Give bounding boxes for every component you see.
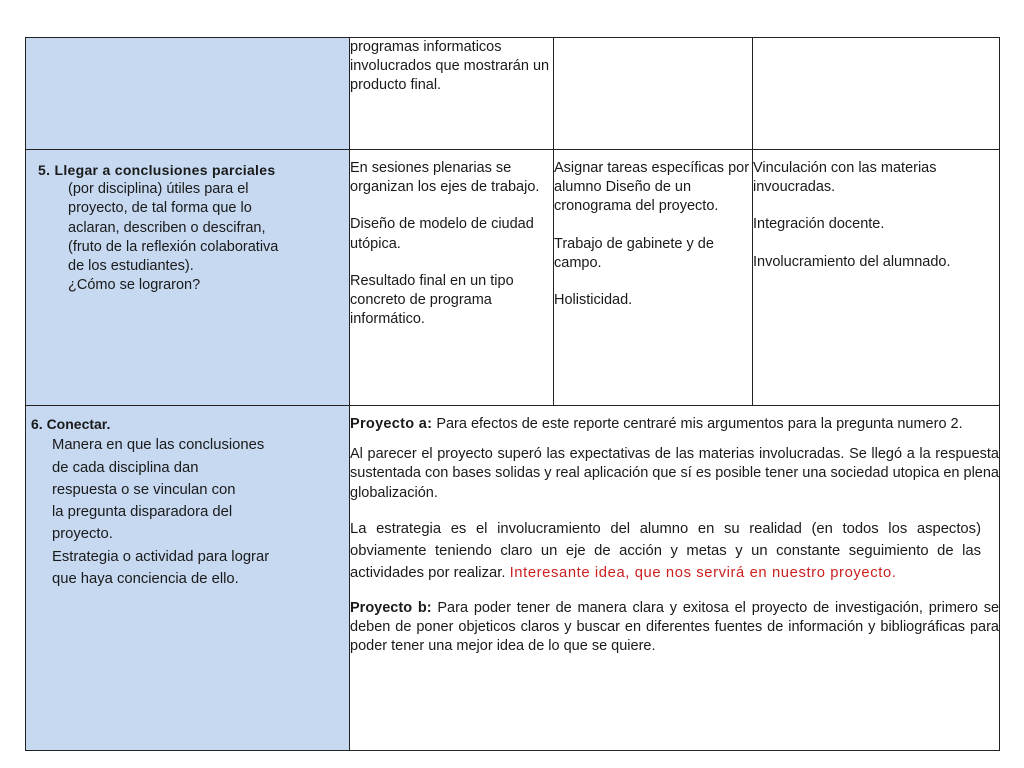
step6-title: 6. Conectar. [31,416,111,432]
strategy-text: La estrategia es el involucramiento del alumno en su realidad (en todos los aspectos) obviamente teniendo claro un eje de acción y metas y un constante seguimiento de las actividades por realizar. [350,520,981,582]
description-line: de cada disciplina dan [52,459,199,476]
description-line: respuesta o se vinculan con [52,481,236,498]
cell-paragraph: En sesiones plenarias se organizan los ejes de trabajo. [350,160,540,196]
cell-paragraph: Holisticidad. [554,292,633,309]
step6-description [26,434,349,590]
tasks-cell [554,150,753,406]
description-line: (por disciplina) útiles para el [68,181,249,198]
description-line: Manera en que las conclusiones [52,437,265,454]
table-row [26,38,1000,150]
cell-paragraph: Diseño de modelo de ciudad utópica. [350,216,534,252]
project-a-paragraph [350,415,999,434]
project-b-lead: Proyecto b: [350,599,432,616]
tasks-cell [554,38,753,150]
label-cell-step6 [26,406,350,751]
cell-paragraph: Vinculación con las materias invoucradas. [753,160,937,196]
table-row [26,150,1000,406]
planning-table [25,37,1000,751]
description-line: de los estudiantes). [68,258,194,275]
strategy-paragraph [350,518,999,585]
step5-title: 5. Llegar a conclusiones parciales [38,162,276,178]
description-line: ¿Cómo se lograron? [68,277,201,294]
project-a-lead: Proyecto a: [350,416,433,432]
description-line: (fruto de la reflexión colaborativa [68,238,279,255]
project-b-text: Para poder tener de manera clara y exitosa el proyecto de investigación, primero se deben de poner objeticos claros y buscar en diferentes fuentes de información y bibliográficas para poder tener una mejor idea de lo que se quiere. [350,599,1000,655]
description-line: aclaran, describen o descifran, [68,219,266,236]
result-paragraph: Al parecer el proyecto superó las expectativas de las materias involucradas. Se llegó a la respuesta sustentada con bases solidas y real aplicación que sí es posible tener una sociedad utopica en plena globalización. [350,446,999,501]
linking-cell [753,38,1000,150]
cell-paragraph: Involucramiento del alumnado. [753,253,951,270]
table-row [26,406,1000,751]
cell-paragraph: Trabajo de gabinete y de campo. [554,235,714,271]
cell-paragraph: Resultado final en un tipo concreto de programa informático. [350,272,514,328]
cell-text: programas informaticos involucrados que mostrarán un producto final. [350,39,550,94]
step5-description [26,180,349,295]
activity-cell [350,38,554,150]
cell-paragraph: Asignar tareas específicas por alumno Diseño de un cronograma del proyecto. [554,160,750,215]
activity-cell [350,150,554,406]
connection-cell [350,406,1000,751]
cell-paragraph: Integración docente. [753,216,885,233]
description-line: Estrategia o actividad para lograr [52,548,270,565]
label-cell-step5 [26,150,350,406]
annotation-comment: Interesante idea, que nos servirá en nuestro proyecto. [509,565,897,582]
label-cell-empty [26,38,350,150]
project-a-text: Para efectos de este reporte centraré mis argumentos para la pregunta numero 2. [436,416,963,432]
description-line: que haya conciencia de ello. [52,570,239,587]
linking-cell [753,150,1000,406]
project-b-paragraph [350,599,999,657]
description-line: proyecto. [52,526,113,543]
description-line: proyecto, de tal forma que lo [68,200,252,217]
description-line: la pregunta disparadora del [52,504,233,521]
